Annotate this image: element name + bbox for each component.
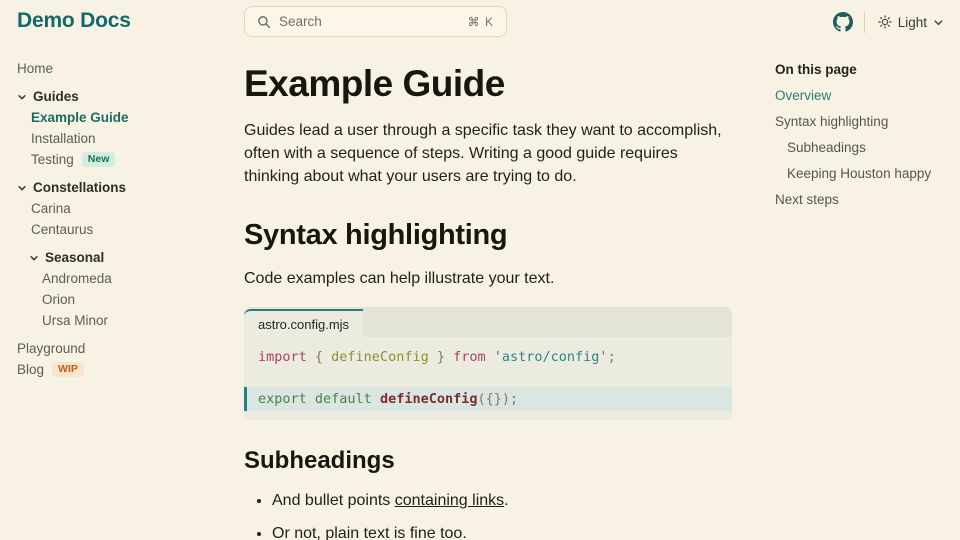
sidebar-group-constellations[interactable]: Constellations bbox=[0, 177, 235, 198]
sidebar-item-andromeda[interactable]: Andromeda bbox=[42, 271, 112, 286]
bullet-list bbox=[244, 491, 732, 540]
chevron-down-icon bbox=[933, 17, 944, 28]
chevron-down-icon bbox=[29, 253, 39, 263]
sidebar-group-seasonal[interactable]: Seasonal bbox=[0, 247, 235, 268]
site-title[interactable]: Demo Docs bbox=[17, 9, 131, 32]
sidebar-item-playground[interactable]: Playground bbox=[17, 341, 86, 356]
status-badge: WIP bbox=[52, 362, 84, 377]
toc-title: On this page bbox=[775, 62, 857, 77]
list-item: • And bullet points containing links. bbox=[272, 491, 732, 511]
main-content bbox=[244, 56, 732, 540]
header-actions bbox=[833, 0, 946, 44]
page-title: Example Guide bbox=[244, 63, 505, 104]
code-block bbox=[244, 307, 732, 420]
theme-select[interactable] bbox=[876, 13, 946, 32]
sidebar-nav bbox=[0, 58, 235, 380]
sidebar-item-carina[interactable]: Carina bbox=[31, 201, 71, 216]
toc-item-keeping-houston-happy[interactable]: Keeping Houston happy bbox=[787, 166, 932, 181]
sidebar-item-centaurus[interactable]: Centaurus bbox=[31, 222, 94, 237]
sidebar-item-testing[interactable]: Testing New bbox=[0, 149, 235, 170]
code-tab-filename[interactable] bbox=[244, 309, 363, 337]
chevron-down-icon bbox=[17, 92, 27, 102]
code-line-3-highlighted: export default defineConfig ({}); bbox=[244, 387, 732, 411]
on-this-page-nav bbox=[775, 62, 955, 217]
sidebar-item-blog[interactable]: Blog WIP bbox=[0, 359, 235, 380]
toc-item-syntax-highlighting[interactable]: Syntax highlighting bbox=[775, 114, 889, 129]
syntax-paragraph: Code examples can help illustrate your text. bbox=[244, 270, 555, 287]
header-divider bbox=[864, 11, 865, 33]
status-badge: New bbox=[82, 152, 116, 167]
sidebar-item-ursa-minor[interactable]: Ursa Minor bbox=[42, 313, 109, 328]
sidebar-item-orion[interactable]: Orion bbox=[42, 292, 76, 307]
theme-label: Light bbox=[897, 14, 927, 30]
containing-links-link[interactable]: containing links bbox=[394, 492, 505, 509]
sidebar-item-installation[interactable]: Installation bbox=[31, 131, 96, 146]
code-line-2 bbox=[244, 367, 732, 387]
intro-paragraph: Guides lead a user through a specific task they want to accomplish, often with a sequence of steps. Writing a good guide requires thinking about what your users are trying to do. bbox=[244, 122, 722, 185]
toc-item-subheadings[interactable]: Subheadings bbox=[787, 140, 866, 155]
heading-syntax-highlighting: Syntax highlighting bbox=[244, 219, 508, 251]
toc-item-next-steps[interactable]: Next steps bbox=[775, 192, 839, 207]
sun-icon bbox=[878, 15, 892, 29]
search-shortcut: ⌘ K bbox=[467, 14, 494, 29]
search-placeholder: Search bbox=[279, 14, 322, 29]
chevron-down-icon bbox=[17, 183, 27, 193]
sidebar-item-home[interactable]: Home bbox=[17, 61, 54, 76]
code-tab-bar bbox=[244, 307, 732, 337]
sidebar-group-guides[interactable]: Guides bbox=[0, 86, 235, 107]
search-icon bbox=[257, 15, 271, 29]
header bbox=[0, 0, 960, 44]
toc-item-overview[interactable]: Overview bbox=[775, 88, 832, 103]
code-line-1: import { defineConfig } from 'astro/config'; bbox=[258, 349, 616, 365]
list-item: • Or not, plain text is fine too. bbox=[272, 524, 732, 540]
search-input[interactable] bbox=[244, 6, 507, 37]
heading-subheadings: Subheadings bbox=[244, 447, 395, 474]
code-content bbox=[244, 337, 732, 420]
code-filename: astro.config.mjs bbox=[258, 316, 350, 332]
github-icon[interactable] bbox=[833, 12, 853, 32]
sidebar-item-example-guide[interactable]: Example Guide bbox=[31, 110, 129, 125]
